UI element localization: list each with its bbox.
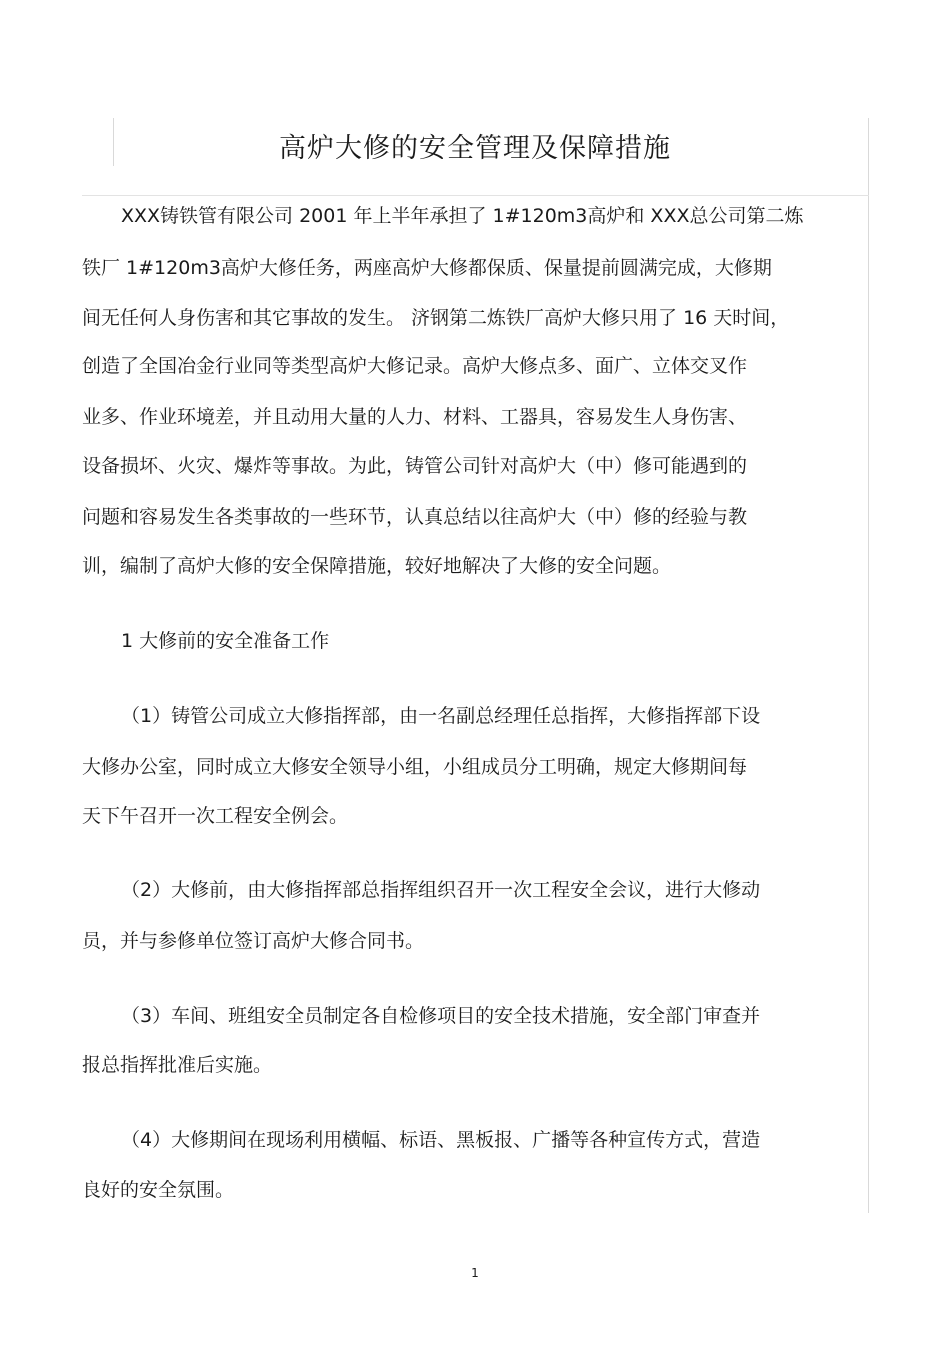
intro-line-6: 设备损坏、火灾、爆炸等事故。为此，铸管公司针对高炉大（中）修可能遇到的 [82, 455, 748, 477]
item1-line-1: （1）铸管公司成立大修指挥部，由一名副总经理任总指挥，大修指挥部下设 [121, 705, 761, 727]
item4-line-2: 良好的安全氛围。 [82, 1179, 235, 1201]
section-heading: 1 大修前的安全准备工作 [121, 630, 330, 652]
margin-line-top [82, 195, 869, 196]
intro-line-4: 创造了全国冶金行业同等类型高炉大修记录。高炉大修点多、面广、立体交叉作 [82, 355, 748, 377]
margin-line-right [868, 118, 869, 1213]
item1-line-2: 大修办公室，同时成立大修安全领导小组，小组成员分工明确，规定大修期间每 [82, 756, 748, 778]
item3-line-2: 报总指挥批准后实施。 [82, 1054, 273, 1076]
item2-line-2: 员，并与参修单位签订高炉大修合同书。 [82, 930, 425, 952]
intro-line-2: 铁厂 1#120m3高炉大修任务，两座高炉大修都保质、保量提前圆满完成，大修期 [82, 257, 772, 279]
intro-line-7: 问题和容易发生各类事故的一些环节，认真总结以往高炉大（中）修的经验与教 [82, 506, 748, 528]
intro-line-5: 业多、作业环境差，并且动用大量的人力、材料、工器具，容易发生人身伤害、 [82, 406, 748, 428]
intro-line-1: XXX铸铁管有限公司 2001 年上半年承担了 1#120m3高炉和 XXX总公司第二炼 [121, 205, 804, 227]
intro-line-3: 间无任何人身伤害和其它事故的发生。 济钢第二炼铁厂高炉大修只用了 16 天时间， [82, 307, 790, 329]
page-number: 1 [471, 1266, 479, 1280]
intro-line-8: 训，编制了高炉大修的安全保障措施，较好地解决了大修的安全问题。 [82, 555, 672, 577]
document-title: 高炉大修的安全管理及保障措施 [279, 133, 671, 164]
item3-line-1: （3）车间、班组安全员制定各自检修项目的安全技术措施，安全部门审查并 [121, 1005, 761, 1027]
item4-line-1: （4）大修期间在现场利用横幅、标语、黑板报、广播等各种宣传方式，营造 [121, 1129, 761, 1151]
item1-line-3: 天下午召开一次工程安全例会。 [82, 805, 349, 827]
item2-line-1: （2）大修前，由大修指挥部总指挥组织召开一次工程安全会议，进行大修动 [121, 879, 761, 901]
